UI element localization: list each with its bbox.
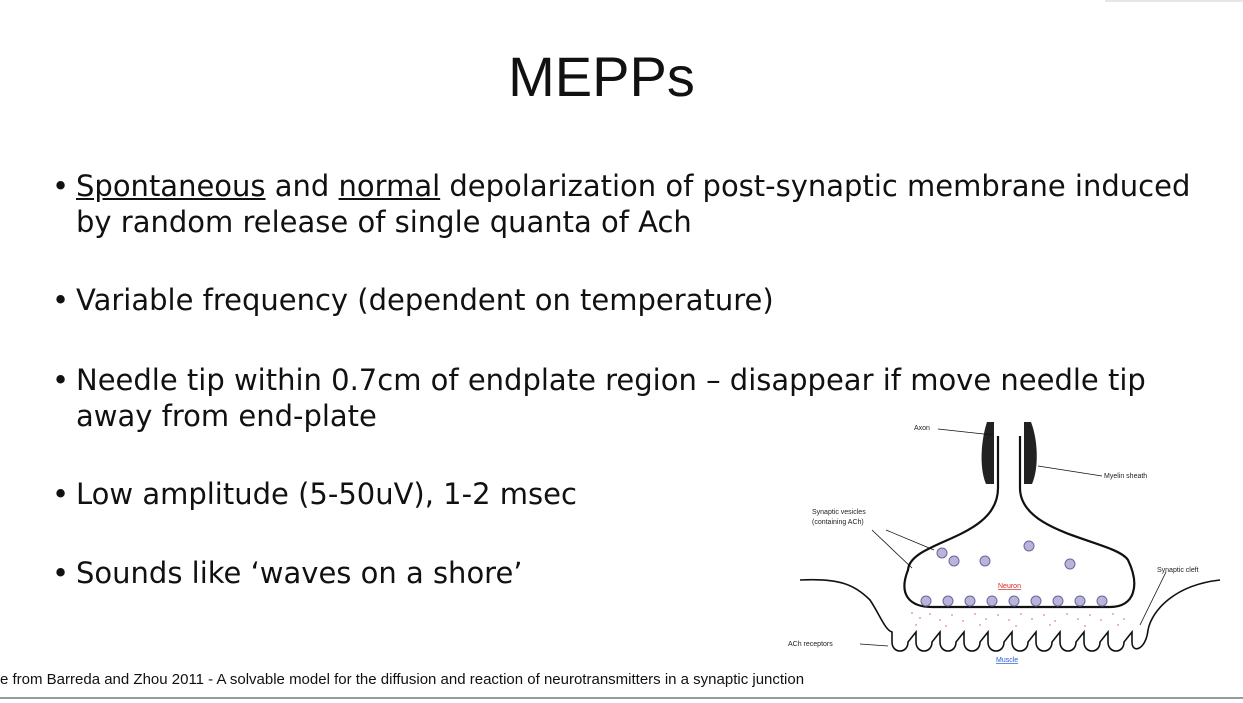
myelin-sheath-left	[982, 422, 994, 484]
bullet-term-normal: normal	[338, 169, 441, 203]
bullet-text-part: depolarization of post-synaptic membrane induced by random release of single quanta of Ach	[76, 169, 1191, 239]
vesicle	[980, 556, 990, 566]
bullet-dot: •	[52, 556, 70, 590]
figure-caption: e from Barreda and Zhou 2011 - A solvable model for the diffusion and reaction of neurotransmitters in a synaptic junction	[0, 671, 805, 688]
label-leader-lines	[860, 429, 1166, 646]
bullet-text-part: and	[265, 169, 339, 203]
label-neuron: Neuron	[998, 583, 1021, 590]
bullet-term-spontaneous: Spontaneous	[76, 169, 266, 203]
label-muscle: Muscle	[996, 657, 1019, 664]
label-synaptic-vesicles: Synaptic vesicles	[812, 509, 866, 516]
vesicle	[949, 556, 959, 566]
synaptic-vesicles	[921, 541, 1107, 606]
synapse-diagram	[780, 410, 1225, 670]
bullet-dot: •	[52, 169, 70, 203]
label-axon: Axon	[914, 425, 930, 432]
bullet-text: Low amplitude (5-50uV), 1-2 msec	[76, 477, 577, 511]
vesicle	[937, 548, 947, 558]
bullet-item	[52, 282, 1222, 318]
vesicle	[1053, 596, 1063, 606]
label-containing-ach: (containing ACh)	[812, 519, 864, 526]
neuron-terminal-outline	[904, 436, 1134, 607]
label-myelin-sheath: Myelin sheath	[1104, 473, 1148, 480]
vesicle	[1031, 596, 1041, 606]
bottom-edge-rule	[0, 697, 1243, 699]
bullet-dot: •	[52, 283, 70, 317]
bullet-text	[76, 168, 1222, 240]
vesicle	[1097, 596, 1107, 606]
label-ach-receptors: ACh receptors	[788, 641, 833, 648]
bullet-item	[52, 168, 1222, 240]
bullet-dot: •	[52, 477, 70, 511]
bullet-text: Variable frequency (dependent on temperature)	[76, 283, 774, 317]
vesicle	[921, 596, 931, 606]
bullet-text: Needle tip within 0.7cm of endplate region – disappear if move needle tip away from end-plate	[76, 363, 1146, 433]
synaptic-cleft-dots	[911, 612, 1125, 627]
bullet-dot: •	[52, 363, 70, 397]
vesicle	[1065, 559, 1075, 569]
vesicle	[987, 596, 997, 606]
vesicle	[943, 596, 953, 606]
vesicle	[1075, 596, 1085, 606]
label-synaptic-cleft: Synaptic cleft	[1157, 567, 1199, 574]
slide-title: MEPPs	[508, 45, 695, 108]
vesicle	[965, 596, 975, 606]
myelin-sheath-right	[1024, 422, 1037, 484]
top-edge-rule	[1105, 0, 1243, 2]
vesicle	[1024, 541, 1034, 551]
vesicle	[1009, 596, 1019, 606]
bullet-text: Sounds like ‘waves on a shore’	[76, 556, 523, 590]
